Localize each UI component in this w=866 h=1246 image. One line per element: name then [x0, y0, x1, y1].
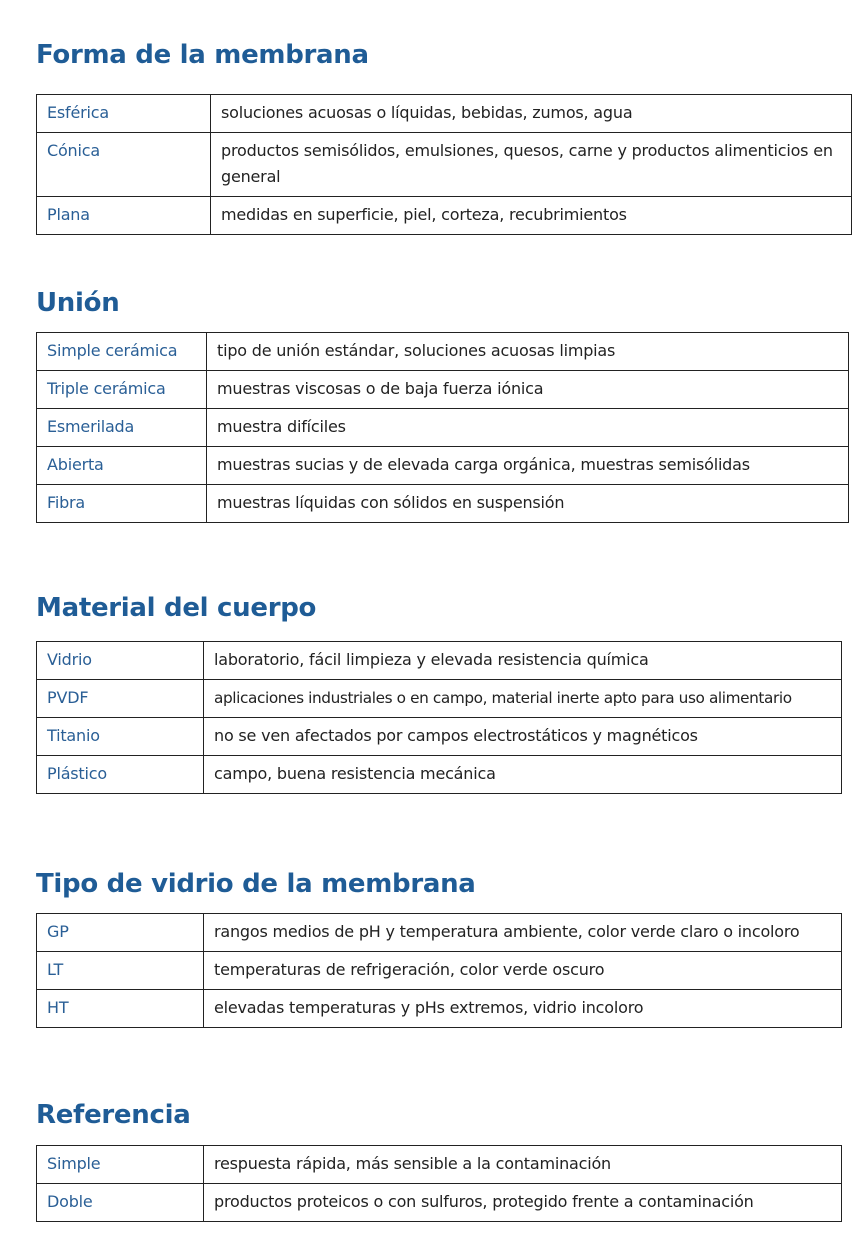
row-key: Esmerilada — [37, 409, 207, 447]
table-row — [37, 914, 842, 952]
row-key: Abierta — [37, 447, 207, 485]
row-key: Plana — [37, 197, 211, 235]
row-value: muestras líquidas con sólidos en suspensión — [207, 485, 849, 523]
row-key: Titanio — [37, 718, 204, 756]
row-key: Fibra — [37, 485, 207, 523]
section-title: Tipo de vidrio de la membrana — [36, 869, 476, 899]
row-key: PVDF — [37, 680, 204, 718]
row-value: productos proteicos o con sulfuros, protegido frente a contaminación — [204, 1184, 842, 1222]
section-title: Forma de la membrana — [36, 40, 369, 70]
row-value: productos semisólidos, emulsiones, quesos, carne y productos alimenticios en general — [211, 133, 852, 197]
row-key: Triple cerámica — [37, 371, 207, 409]
row-key: GP — [37, 914, 204, 952]
table-tipo-vidrio — [36, 913, 842, 1028]
table-row — [37, 756, 842, 794]
row-value: aplicaciones industriales o en campo, material inerte apto para uso alimentario — [204, 680, 842, 718]
row-key: Doble — [37, 1184, 204, 1222]
section-title: Referencia — [36, 1100, 191, 1130]
table-material-cuerpo — [36, 641, 842, 794]
row-value: no se ven afectados por campos electrostáticos y magnéticos — [204, 718, 842, 756]
table-union — [36, 332, 849, 523]
table-row — [37, 485, 849, 523]
table-row — [37, 333, 849, 371]
table-referencia — [36, 1145, 842, 1222]
row-value: respuesta rápida, más sensible a la contaminación — [204, 1146, 842, 1184]
row-key: Esférica — [37, 95, 211, 133]
row-value: campo, buena resistencia mecánica — [204, 756, 842, 794]
section-title: Material del cuerpo — [36, 593, 317, 623]
row-key: HT — [37, 990, 204, 1028]
row-value: temperaturas de refrigeración, color verde oscuro — [204, 952, 842, 990]
row-key: Vidrio — [37, 642, 204, 680]
table-row — [37, 952, 842, 990]
row-value: tipo de unión estándar, soluciones acuosas limpias — [207, 333, 849, 371]
row-value: elevadas temperaturas y pHs extremos, vidrio incoloro — [204, 990, 842, 1028]
table-row — [37, 1184, 842, 1222]
row-value: muestras sucias y de elevada carga orgánica, muestras semisólidas — [207, 447, 849, 485]
row-key: Simple cerámica — [37, 333, 207, 371]
row-value: soluciones acuosas o líquidas, bebidas, zumos, agua — [211, 95, 852, 133]
row-value: laboratorio, fácil limpieza y elevada resistencia química — [204, 642, 842, 680]
row-value: rangos medios de pH y temperatura ambiente, color verde claro o incoloro — [204, 914, 842, 952]
table-row — [37, 447, 849, 485]
row-key: Cónica — [37, 133, 211, 197]
table-row — [37, 642, 842, 680]
table-forma-membrana — [36, 94, 852, 235]
row-key: Simple — [37, 1146, 204, 1184]
row-value: muestra difíciles — [207, 409, 849, 447]
row-key: LT — [37, 952, 204, 990]
table-row — [37, 680, 842, 718]
table-row — [37, 197, 852, 235]
table-row — [37, 718, 842, 756]
row-key: Plástico — [37, 756, 204, 794]
row-value: medidas en superficie, piel, corteza, recubrimientos — [211, 197, 852, 235]
table-row — [37, 371, 849, 409]
table-row — [37, 95, 852, 133]
table-row — [37, 990, 842, 1028]
table-row — [37, 133, 852, 197]
section-title: Unión — [36, 288, 120, 318]
table-row — [37, 409, 849, 447]
row-value: muestras viscosas o de baja fuerza iónica — [207, 371, 849, 409]
table-row — [37, 1146, 842, 1184]
